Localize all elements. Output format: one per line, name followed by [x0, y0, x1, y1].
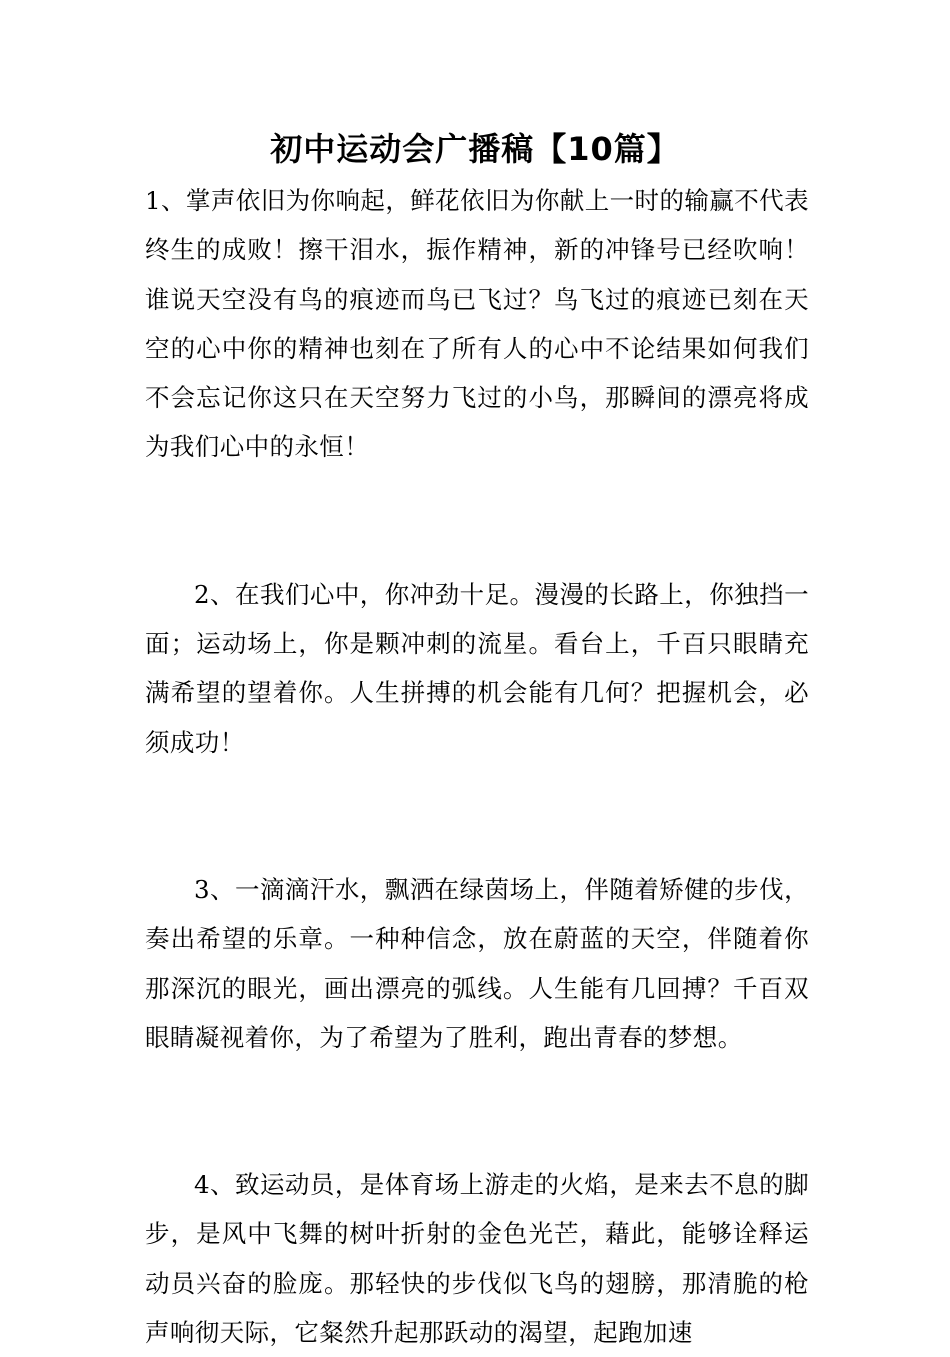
- paragraph-4: 4、致运动员，是体育场上游走的火焰，是来去不息的脚步，是风中飞舞的树叶折射的金色光芒，藉此，能够诠释运动员兴奋的脸庞。那轻快的步伐似飞鸟的翅膀，那清脆的枪声响彻天际，它粲然升起那跃动的渴望，起跑加速: [145, 1170, 809, 1348]
- paragraph-2: 2、在我们心中，你冲劲十足。漫漫的长路上，你独挡一面；运动场上，你是颗冲刺的流星。看台上，千百只眼睛充满希望的望着你。人生拼搏的机会能有几何？把握机会，必须成功！: [145, 579, 809, 757]
- paragraph-gap: [145, 1062, 809, 1160]
- document-body: [145, 176, 809, 1357]
- paragraph-1: 1、掌声依旧为你响起，鲜花依旧为你献上一时的输赢不代表终生的成败！擦干泪水，振作精神，新的冲锋号已经吹响！谁说天空没有鸟的痕迹而鸟已飞过？鸟飞过的痕迹已刻在天空的心中你的精神也刻在了所有人的心中不论结果如何我们不会忘记你这只在天空努力飞过的小鸟，那瞬间的漂亮将成为我们心中的永恒！: [145, 186, 809, 462]
- document-title: 初中运动会广播稿【10篇】: [270, 130, 680, 168]
- paragraph-gap: [145, 767, 809, 865]
- paragraph-gap: [145, 472, 809, 570]
- paragraph-3: 3、一滴滴汗水，飘洒在绿茵场上，伴随着矫健的步伐，奏出希望的乐章。一种种信念，放在蔚蓝的天空，伴随着你那深沉的眼光，画出漂亮的弧线。人生能有几回搏？千百双眼睛凝视着你，为了希望为了胜利，跑出青春的梦想。: [145, 874, 809, 1052]
